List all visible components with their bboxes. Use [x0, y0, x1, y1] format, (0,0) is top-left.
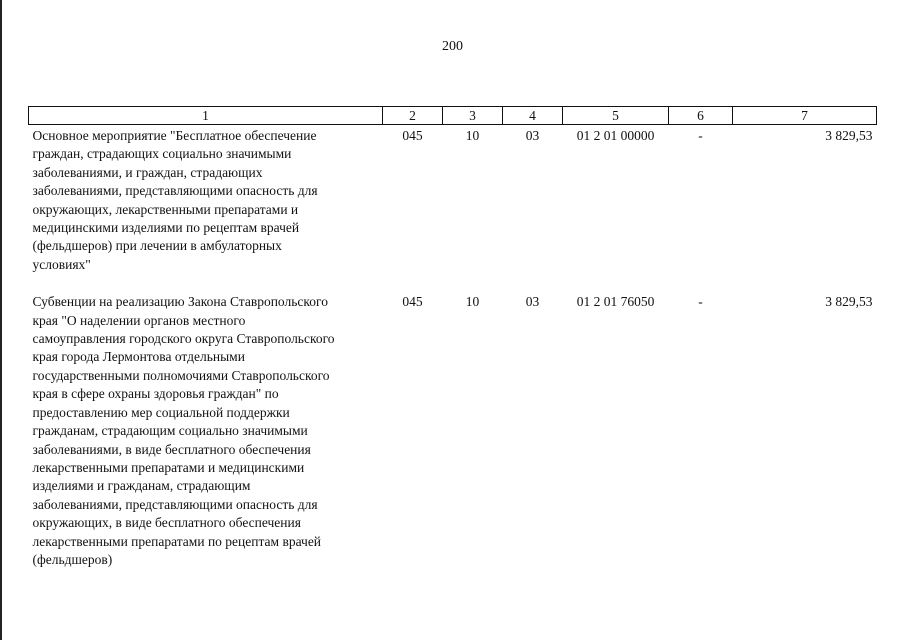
- cell-amount: 3 829,53: [825, 294, 873, 310]
- cell-target-article: 01 2 01 76050: [576, 294, 655, 310]
- description-line: края "О наделении органов местного: [32, 312, 246, 328]
- budget-table: [28, 106, 877, 569]
- column-header-1: 1: [29, 107, 383, 125]
- page-number: 200: [442, 39, 463, 54]
- cell-expense-type: -: [698, 128, 703, 143]
- description-line: самоуправления городского округа Ставропольского: [32, 331, 335, 347]
- description-line: окружающих, в виде бесплатного обеспечения: [32, 515, 301, 531]
- cell-ministry-code: 045: [402, 294, 423, 310]
- description-line: Основное мероприятие "Бесплатное обеспечение: [32, 128, 317, 143]
- column-header-2: 2: [383, 107, 443, 125]
- cell-expense-type: -: [698, 294, 703, 310]
- row-description: [29, 125, 383, 293]
- cell-amount: 3 829,53: [825, 128, 873, 143]
- row-description: [29, 292, 383, 569]
- page-left-border: [0, 0, 2, 640]
- cell-target-article: 01 2 01 00000: [576, 128, 655, 143]
- description-line: (фельдшеров) при лечении в амбулаторных: [32, 238, 282, 254]
- description-line: Субвенции на реализацию Закона Ставропольского: [32, 294, 328, 310]
- description-line: заболеваниями, в виде бесплатного обеспечения: [32, 441, 311, 457]
- description-line: края в сфере охраны здоровья граждан" по: [32, 386, 279, 402]
- description-line: заболеваниями, и граждан, страдающих: [32, 164, 263, 180]
- description-line: заболеваниями, представляющими опасность для: [32, 183, 318, 199]
- description-line: лекарственными препаратами по рецептам врачей: [32, 533, 322, 549]
- description-line: государственными полномочиями Ставропольского: [32, 367, 330, 383]
- cell-subsection: 03: [525, 128, 540, 143]
- cell-subsection: 03: [525, 294, 540, 310]
- description-line: края города Лермонтова отдельными: [32, 349, 245, 365]
- description-line: гражданам, страдающим социально значимыми: [32, 423, 308, 439]
- description-line: (фельдшеров): [32, 551, 113, 567]
- table-row: [29, 125, 877, 293]
- description-line: заболеваниями, представляющими опасность для: [32, 496, 318, 512]
- description-line: условиях": [32, 256, 91, 272]
- cell-ministry-code: 045: [402, 128, 423, 143]
- description-line: предоставлению мер социальной поддержки: [32, 404, 290, 420]
- description-line: медицинскими изделиями по рецептам врачей: [32, 220, 300, 236]
- table-row: [29, 292, 877, 569]
- column-header-5: 5: [563, 107, 669, 125]
- cell-section: 10: [465, 128, 480, 143]
- column-header-7: 7: [733, 107, 877, 125]
- table-header-row: [29, 107, 877, 125]
- column-header-3: 3: [443, 107, 503, 125]
- column-header-4: 4: [503, 107, 563, 125]
- description-line: лекарственными препаратами и медицинскими: [32, 459, 305, 475]
- description-line: изделиями и гражданам, страдающим: [32, 478, 251, 494]
- cell-section: 10: [465, 294, 480, 310]
- description-line: окружающих, лекарственными препаратами и: [32, 201, 299, 217]
- description-line: граждан, страдающих социально значимыми: [32, 146, 292, 162]
- column-header-6: 6: [669, 107, 733, 125]
